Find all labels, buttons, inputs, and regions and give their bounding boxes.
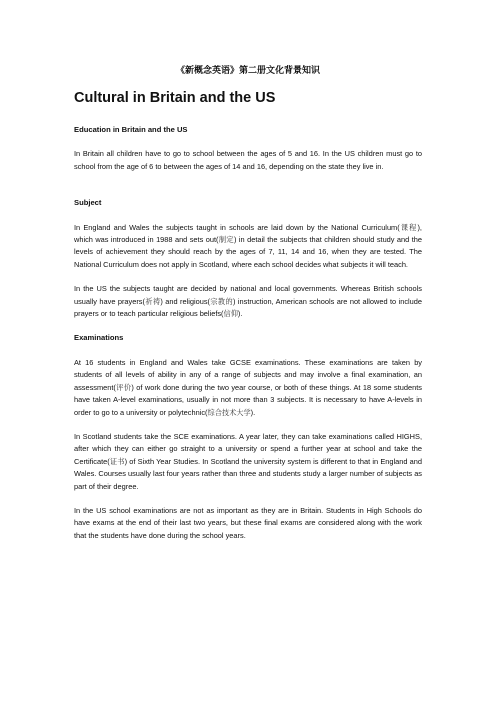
chinese-gloss: 综合技术大学 [207,407,251,417]
document-header: 《新概念英语》第二册文化背景知识 [175,66,320,76]
document-body [74,124,422,554]
text-run: ). [250,407,256,417]
heading-examinations: Examinations [74,333,124,343]
chinese-gloss: 证书 [109,456,125,466]
paragraph-subject-1 [74,222,422,272]
text-run: ) and religious( [160,296,211,306]
paragraph-education-1: In Britain all children have to go to school between the ages of 5 and 16. In the US children must go to school from the age of 6 to between the ages of 14 and 16, depending on the state they live in. [74,149,422,171]
chinese-gloss: 祈祷 [144,296,161,306]
chinese-gloss: 制定 [218,235,235,245]
text-run: ). [237,309,243,319]
paragraph-subject-2 [74,283,422,320]
document-title: Cultural in Britain and the US [74,90,276,106]
text-run: In the US the subjects taught are decided by national and local governments. Whereas British schools usually have prayers( [74,284,422,306]
text-run: In England and Wales the subjects taught in schools are laid down by the National Curriculum( [74,222,400,232]
text-run: ) in detail the subjects that children should study and the levels of achievement they should reach by the ages of 7, 11, 14 and 16, when they are tested. The National Curriculum does not apply in Scotland, where each school decides what subjects it will teach. [74,235,422,269]
heading-subject: Subject [74,198,102,208]
text-run: ) of Sixth Year Studies. In Scotland the university system is different to that in England and Wales. Courses usually last four years rather than three and students study a larger number of subjects as part of their degree. [74,456,422,491]
chinese-gloss: 课程 [399,222,418,232]
text-run: In Scotland students take the SCE examinations. A year later, they can take examinations called HIGHS, after which they can either go straight to a university or spend a further year at school and take the Certificate( [74,431,422,466]
text-run: ) instruction, American schools are not allowed to include prayers or to teach particular religious beliefs( [74,296,422,319]
paragraph-examinations-3: In the US school examinations are not as important as they are in Britain. Students in High Schools do have exams at the end of their last two years, but these final exams are considered along with the work that the students have done during the school years. [74,505,422,540]
text-run: ), which was introduced in 1988 and sets out( [74,222,422,245]
heading-education: Education in Britain and the US [74,125,188,134]
chinese-gloss: 评价 [115,382,132,392]
chinese-gloss: 信仰 [223,309,238,319]
text-run: ) of work done during the two year course, or both of these things. At 18 some students have taken A-level examinations, usually in not more than 3 subjects. It is necessary to have A-levels in order to go to a university or polytechnic( [74,382,422,417]
text-run: At 16 students in England and Wales take GCSE examinations. These examinations are taken by students of all levels of ability in any of a range of subjects and may involve a final examination, an assessment( [74,357,422,392]
chinese-gloss: 宗教的 [210,296,234,306]
paragraph-examinations-2 [74,431,422,493]
paragraph-examinations-1 [74,357,422,419]
